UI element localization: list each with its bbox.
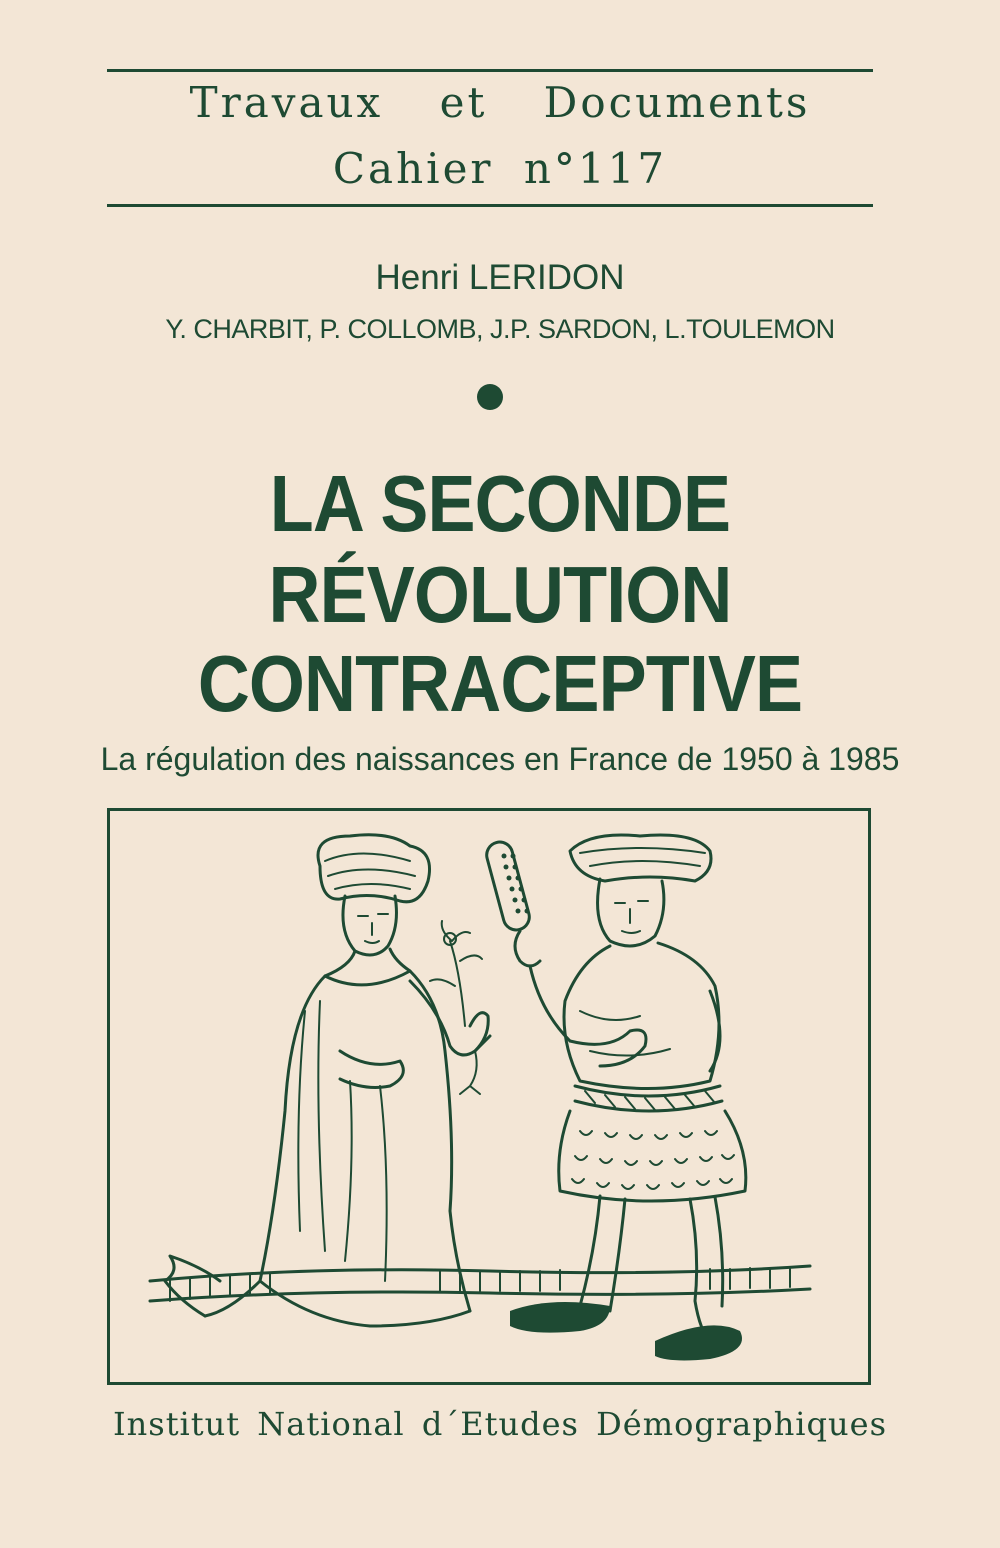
coauthors: Y. CHARBIT, P. COLLOMB, J.P. SARDON, L.TOULEMON — [165, 314, 835, 344]
main-author: Henri LERIDON — [375, 258, 625, 297]
title-line-1: LA SECONDE — [269, 459, 731, 548]
woodcut-couple-illustration — [110, 811, 868, 1382]
bottom-rule — [107, 204, 873, 207]
series-issue: Cahier n°117 — [332, 144, 668, 193]
illustration-frame — [107, 808, 871, 1385]
subtitle: La régulation des naissances en France de 1950 à 1985 — [100, 741, 900, 777]
bullet-dot — [477, 384, 503, 410]
top-rule — [107, 69, 873, 72]
publisher: Institut National d´Etudes Démographiques — [113, 1405, 887, 1443]
title-line-2: RÉVOLUTION — [268, 550, 732, 639]
series-title: Travaux et Documents — [189, 78, 811, 127]
title-line-3: CONTRACEPTIVE — [197, 639, 803, 728]
